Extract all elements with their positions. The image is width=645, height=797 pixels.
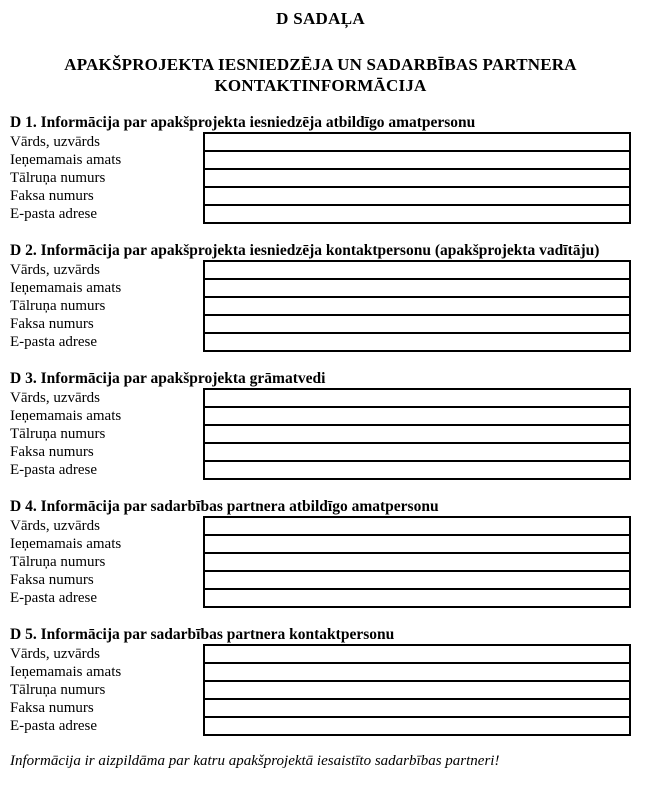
table-row xyxy=(205,168,629,186)
table-row xyxy=(205,442,629,460)
section-d1-heading: D 1. Informācija par apakšprojekta iesniedzēja atbildīgo amatpersonu xyxy=(10,114,476,131)
table-row xyxy=(205,662,629,680)
field-label-vards-uzvards: Vārds, uzvārds xyxy=(10,518,100,534)
field-label-faksa-numurs: Faksa numurs xyxy=(10,188,94,204)
section-d2-heading: D 2. Informācija par apakšprojekta iesniedzēja kontaktpersonu (apakšprojekta vadītāju) xyxy=(10,242,600,259)
section-d4-labels xyxy=(10,516,203,607)
table-row xyxy=(205,518,629,534)
field-label-talruna-numurs: Tālruņa numurs xyxy=(10,298,106,314)
d3-faksa-numurs-input[interactable] xyxy=(205,444,629,460)
section-d2-fields-table xyxy=(203,260,631,352)
field-label-ienemamais-amats: Ieņemamais amats xyxy=(10,536,122,552)
table-row xyxy=(205,314,629,332)
field-label-talruna-numurs: Tālruņa numurs xyxy=(10,170,106,186)
d3-ienemamais-amats-input[interactable] xyxy=(205,408,629,424)
table-row xyxy=(205,460,629,478)
field-label-vards-uzvards: Vārds, uzvārds xyxy=(10,390,100,406)
d2-e-pasta-adrese-input[interactable] xyxy=(205,334,629,350)
field-label-vards-uzvards: Vārds, uzvārds xyxy=(10,262,100,278)
field-label-faksa-numurs: Faksa numurs xyxy=(10,444,94,460)
footer-note: Informācija ir aizpildāma par katru apakšprojektā iesaistīto sadarbības partneri! xyxy=(10,753,500,769)
field-label-e-pasta-adrese: E-pasta adrese xyxy=(10,334,98,350)
section-d1-labels xyxy=(10,132,203,223)
d4-e-pasta-adrese-input[interactable] xyxy=(205,590,629,606)
field-label-e-pasta-adrese: E-pasta adrese xyxy=(10,718,98,734)
table-row xyxy=(205,186,629,204)
table-row xyxy=(205,680,629,698)
section-d5-form xyxy=(10,644,631,736)
table-row xyxy=(205,698,629,716)
table-row xyxy=(205,134,629,150)
table-row xyxy=(205,424,629,442)
field-label-faksa-numurs: Faksa numurs xyxy=(10,316,94,332)
field-label-talruna-numurs: Tālruņa numurs xyxy=(10,426,106,442)
d1-ienemamais-amats-input[interactable] xyxy=(205,152,629,168)
field-label-ienemamais-amats: Ieņemamais amats xyxy=(10,152,122,168)
section-d4-fields-table xyxy=(203,516,631,608)
table-row xyxy=(205,390,629,406)
section-d5-labels xyxy=(10,644,203,735)
field-label-e-pasta-adrese: E-pasta adrese xyxy=(10,206,98,222)
section-d5 xyxy=(10,626,631,736)
d2-talruna-numurs-input[interactable] xyxy=(205,298,629,314)
table-row xyxy=(205,278,629,296)
d5-ienemamais-amats-input[interactable] xyxy=(205,664,629,680)
field-label-talruna-numurs: Tālruņa numurs xyxy=(10,682,106,698)
d5-talruna-numurs-input[interactable] xyxy=(205,682,629,698)
d1-faksa-numurs-input[interactable] xyxy=(205,188,629,204)
d1-e-pasta-adrese-input[interactable] xyxy=(205,206,629,222)
section-d1-fields-table xyxy=(203,132,631,224)
d3-talruna-numurs-input[interactable] xyxy=(205,426,629,442)
section-d1 xyxy=(10,114,631,224)
table-row xyxy=(205,262,629,278)
field-label-faksa-numurs: Faksa numurs xyxy=(10,700,94,716)
table-row xyxy=(205,570,629,588)
table-row xyxy=(205,552,629,570)
section-d3-form xyxy=(10,388,631,480)
field-label-ienemamais-amats: Ieņemamais amats xyxy=(10,664,122,680)
d4-vards-uzvards-input[interactable] xyxy=(205,518,629,534)
d4-faksa-numurs-input[interactable] xyxy=(205,572,629,588)
section-d3-labels xyxy=(10,388,203,479)
d5-vards-uzvards-input[interactable] xyxy=(205,646,629,662)
table-row xyxy=(205,534,629,552)
section-d2-form xyxy=(10,260,631,352)
section-d5-fields-table xyxy=(203,644,631,736)
field-label-e-pasta-adrese: E-pasta adrese xyxy=(10,462,98,478)
d3-vards-uzvards-input[interactable] xyxy=(205,390,629,406)
field-label-vards-uzvards: Vārds, uzvārds xyxy=(10,646,100,662)
section-d4-heading: D 4. Informācija par sadarbības partnera atbildīgo amatpersonu xyxy=(10,498,439,515)
field-label-ienemamais-amats: Ieņemamais amats xyxy=(10,408,122,424)
field-label-faksa-numurs: Faksa numurs xyxy=(10,572,94,588)
section-d2 xyxy=(10,242,631,352)
section-d4-form xyxy=(10,516,631,608)
d4-talruna-numurs-input[interactable] xyxy=(205,554,629,570)
section-d2-labels xyxy=(10,260,203,351)
section-d3-heading: D 3. Informācija par apakšprojekta grāmatvedi xyxy=(10,370,326,387)
section-d1-form xyxy=(10,132,631,224)
section-d3-fields-table xyxy=(203,388,631,480)
field-label-ienemamais-amats: Ieņemamais amats xyxy=(10,280,122,296)
field-label-e-pasta-adrese: E-pasta adrese xyxy=(10,590,98,606)
table-row xyxy=(205,150,629,168)
table-row xyxy=(205,296,629,314)
d5-e-pasta-adrese-input[interactable] xyxy=(205,718,629,734)
d4-ienemamais-amats-input[interactable] xyxy=(205,536,629,552)
table-row xyxy=(205,716,629,734)
page-subtitle: APAKŠPROJEKTA IESNIEDZĒJA UN SADARBĪBAS PARTNERA KONTAKTINFORMĀCIJA xyxy=(64,55,577,95)
field-label-vards-uzvards: Vārds, uzvārds xyxy=(10,134,100,150)
field-label-talruna-numurs: Tālruņa numurs xyxy=(10,554,106,570)
d1-vards-uzvards-input[interactable] xyxy=(205,134,629,150)
d5-faksa-numurs-input[interactable] xyxy=(205,700,629,716)
table-row xyxy=(205,332,629,350)
d2-vards-uzvards-input[interactable] xyxy=(205,262,629,278)
section-d4 xyxy=(10,498,631,608)
d2-faksa-numurs-input[interactable] xyxy=(205,316,629,332)
table-row xyxy=(205,204,629,222)
section-d5-heading: D 5. Informācija par sadarbības partnera kontaktpersonu xyxy=(10,626,395,643)
section-d3 xyxy=(10,370,631,480)
d3-e-pasta-adrese-input[interactable] xyxy=(205,462,629,478)
d2-ienemamais-amats-input[interactable] xyxy=(205,280,629,296)
table-row xyxy=(205,588,629,606)
page-title: D SADAĻA xyxy=(276,9,365,28)
d1-talruna-numurs-input[interactable] xyxy=(205,170,629,186)
table-row xyxy=(205,406,629,424)
table-row xyxy=(205,646,629,662)
